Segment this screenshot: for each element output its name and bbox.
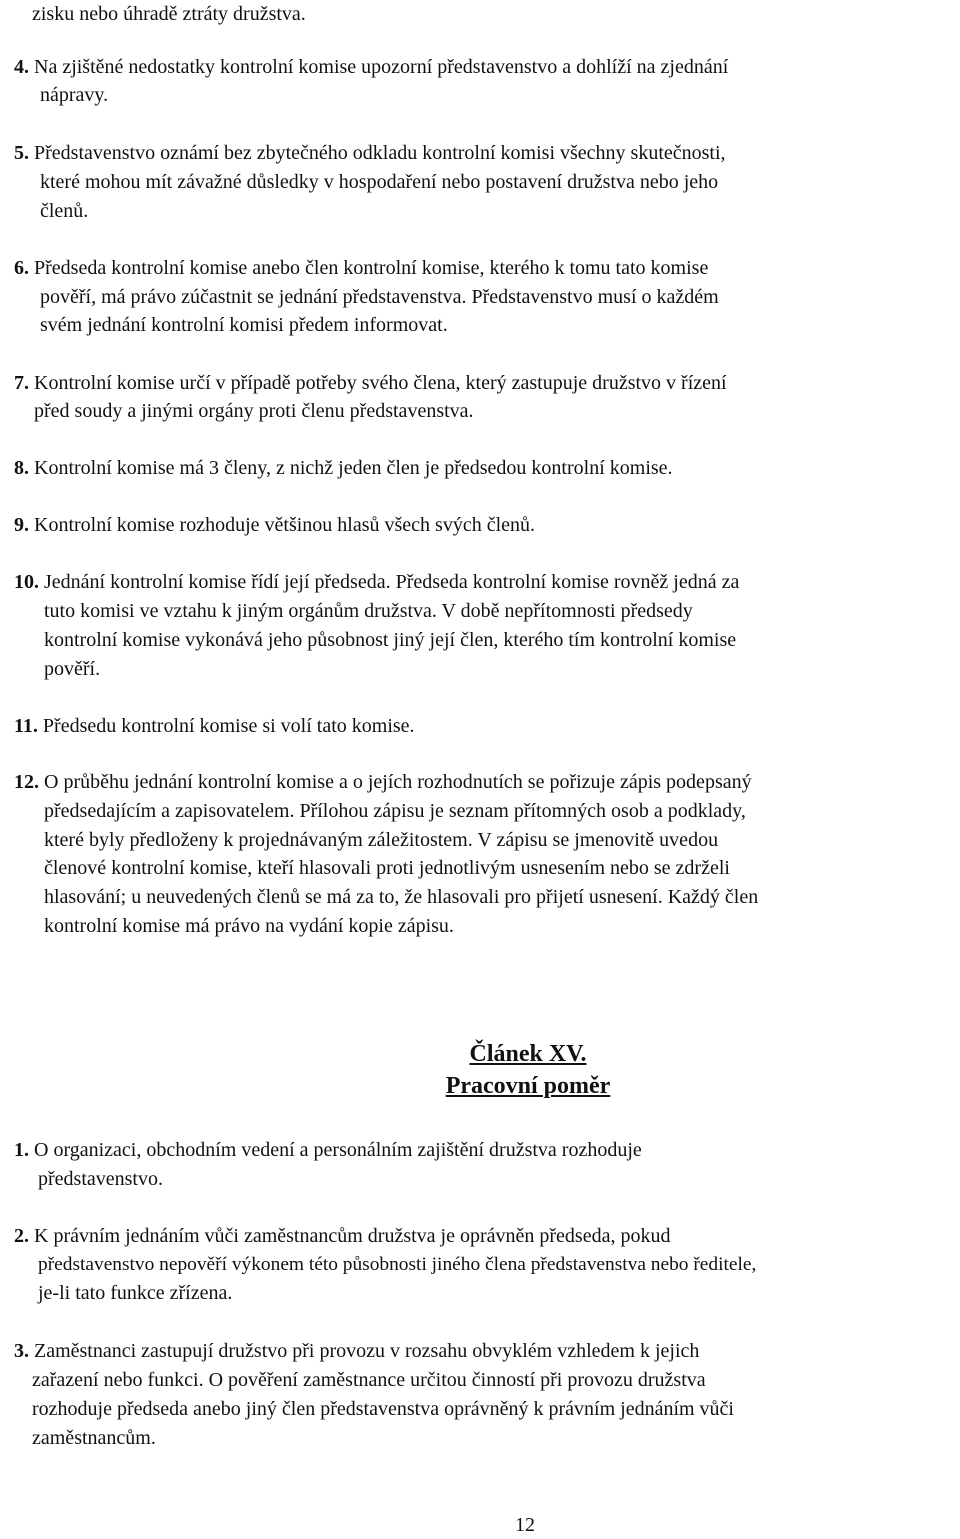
list-item-text: Zaměstnanci zastupují družstvo při provozu v rozsahu obvyklém vzhledem k jejich (34, 1340, 700, 1362)
list-item-text: Kontrolní komise má 3 členy, z nichž jeden člen je předsedou kontrolní komise. (34, 457, 673, 479)
list-item-number: 3. Zaměstnanci zastupují družstvo při provozu v rozsahu obvyklém vzhledem k jejich (14, 1340, 700, 1362)
list-item-number: 10. Jednání kontrolní komise řídí její předseda. Předseda kontrolní komise rovněž jedná za (14, 571, 740, 593)
list-item-text: O průběhu jednání kontrolní komise a o jejích rozhodnutích se pořizuje zápis podepsaný (44, 771, 752, 793)
list-item-text: rozhoduje předseda anebo jiný člen představenstva oprávněný k právním jednáním vůči (32, 1398, 734, 1420)
list-item-number: 2. K právním jednáním vůči zaměstnancům družstva je oprávněn předseda, pokud (14, 1225, 671, 1247)
list-item-text: zaměstnancům. (32, 1427, 156, 1449)
list-item-text: které mohou mít závažné důsledky v hospodaření nebo postavení družstva nebo jeho (40, 171, 719, 193)
list-item-text: zařazení nebo funkci. O pověření zaměstnance určitou činností při provozu družstva (32, 1369, 706, 1391)
list-item-text: předsedajícím a zapisovatelem. Přílohou zápisu je seznam přítomných osob a podklady, (44, 800, 746, 822)
list-item-text: Jednání kontrolní komise řídí její předseda. Předseda kontrolní komise rovněž jedná za (44, 571, 740, 593)
list-item-text: O organizaci, obchodním vedení a personálním zajištění družstva rozhoduje (34, 1139, 642, 1161)
list-item-text: kontrolní komise vykonává jeho působnost jiný její člen, kterého tím kontrolní komise (44, 629, 737, 651)
list-item-text: svém jednání kontrolní komisi předem informovat. (40, 314, 448, 336)
list-item-number: 6. Předseda kontrolní komise anebo člen kontrolní komise, kterého k tomu tato komise (14, 257, 709, 279)
list-item-text: Kontrolní komise rozhoduje většinou hlasů všech svých členů. (34, 514, 536, 536)
list-item-text: hlasování; u neuvedených členů se má za to, že hlasovali pro přijetí usnesení. Každý člen (44, 886, 759, 908)
list-item-text: nápravy. (40, 84, 109, 106)
list-item-text: členů. (40, 200, 89, 222)
list-item-number: 1. O organizaci, obchodním vedení a personálním zajištění družstva rozhoduje (14, 1139, 642, 1161)
list-item-text: K právním jednáním vůči zaměstnancům družstva je oprávněn předseda, pokud (34, 1225, 671, 1247)
article-title: Článek XV. (469, 1041, 587, 1067)
top-fragment-line: zisku nebo úhradě ztráty družstva. (32, 3, 306, 25)
list-item-text: představenstvo. (38, 1168, 163, 1190)
list-item-text: Kontrolní komise určí v případě potřeby svého člena, který zastupuje družstvo v řízení (34, 372, 727, 394)
list-item-number: 7. Kontrolní komise určí v případě potřeby svého člena, který zastupuje družstvo v řízení (14, 372, 727, 394)
page-number: 12 (515, 1514, 535, 1536)
list-item-text: představenstvo nepověří výkonem této působnosti jiného člena představenstva nebo ředitele, (38, 1254, 757, 1275)
list-item-text: kontrolní komise má právo na vydání kopie zápisu. (44, 915, 454, 937)
list-item-text: které byly předloženy k projednávaným záležitostem. V zápisu se jmenovitě uvedou (44, 829, 719, 851)
list-item-text: Předseda kontrolní komise anebo člen kontrolní komise, kterého k tomu tato komise (34, 257, 709, 279)
list-item-text: pověří, má právo zúčastnit se jednání představenstva. Představenstvo musí o každém (40, 286, 719, 308)
list-item-number: 8. Kontrolní komise má 3 členy, z nichž jeden člen je předsedou kontrolní komise. (14, 457, 673, 479)
list-item-number: 5. Představenstvo oznámí bez zbytečného odkladu kontrolní komisi všechny skutečnosti, (14, 142, 726, 164)
list-item-text: Na zjištěné nedostatky kontrolní komise upozorní představenstvo a dohlíží na zjednání (34, 56, 729, 78)
list-item-text: Předsedu kontrolní komise si volí tato komise. (42, 715, 415, 737)
list-item-text: pověří. (44, 658, 101, 680)
list-item-text: členové kontrolní komise, kteří hlasovali proti jednotlivým usnesením nebo se zdrželi (44, 857, 730, 879)
list-item-number: 4. Na zjištěné nedostatky kontrolní komise upozorní představenstvo a dohlíží na zjednání (14, 56, 729, 78)
list-item-text: tuto komisi ve vztahu k jiným orgánům družstva. V době nepřítomnosti předsedy (44, 600, 693, 622)
list-item-number: 12. O průběhu jednání kontrolní komise a o jejích rozhodnutích se pořizuje zápis podepsaný (14, 771, 752, 793)
list-item-number: 9. Kontrolní komise rozhoduje většinou hlasů všech svých členů. (14, 514, 536, 536)
list-item-number: 11. Předsedu kontrolní komise si volí tato komise. (14, 715, 415, 737)
list-item-text: Představenstvo oznámí bez zbytečného odkladu kontrolní komisi všechny skutečnosti, (34, 142, 726, 164)
list-item-text: před soudy a jinými orgány proti členu představenstva. (34, 400, 474, 422)
list-item-text: je-li tato funkce zřízena. (38, 1282, 233, 1304)
article-subtitle: Pracovní poměr (445, 1073, 611, 1099)
